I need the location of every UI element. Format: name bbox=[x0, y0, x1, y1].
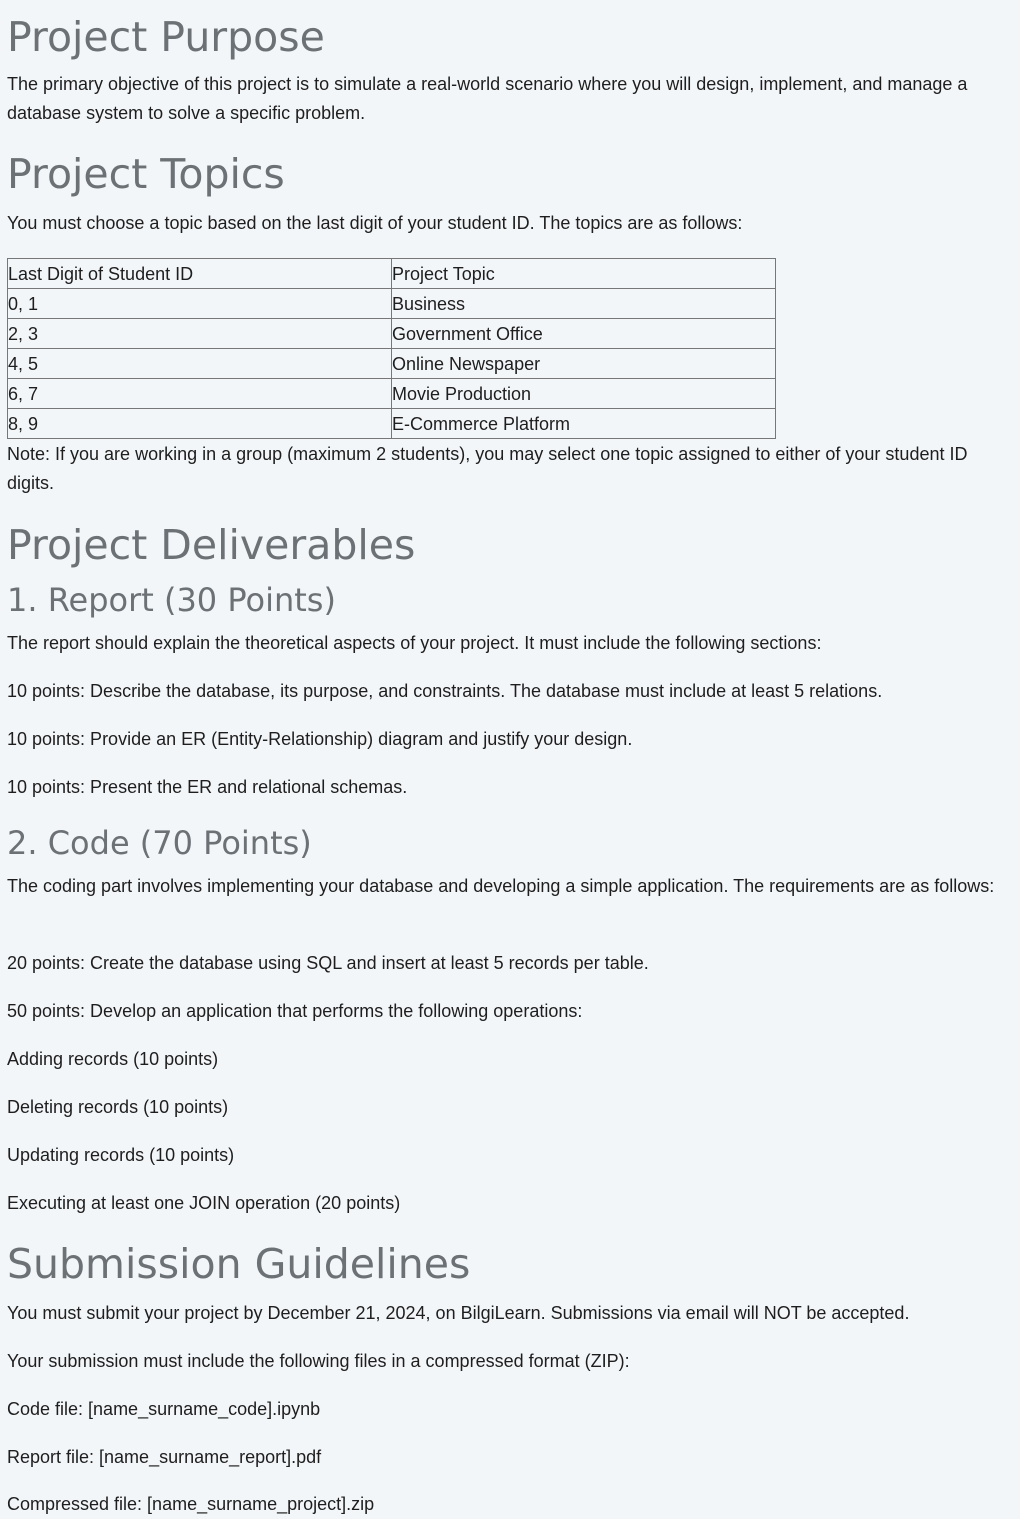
purpose-paragraph: The primary objective of this project is to simulate a real-world scenario where you will design, implement, and manage a database system to solve a specific problem. bbox=[7, 74, 968, 123]
table-cell-digits: 0, 1 bbox=[8, 289, 392, 319]
table-cell-digits: 2, 3 bbox=[8, 319, 392, 349]
table-row bbox=[8, 409, 776, 439]
report-requirement-item: 10 points: Describe the database, its purpose, and constraints. The database must include at least 5 relations. bbox=[7, 681, 883, 701]
section-title-submission: Submission Guidelines bbox=[7, 1240, 471, 1288]
table-row bbox=[8, 379, 776, 409]
report-requirement-item: 10 points: Present the ER and relational schemas. bbox=[7, 777, 408, 797]
table-header-cell: Last Digit of Student ID bbox=[8, 259, 392, 289]
subsection-title-code: 2. Code (70 Points) bbox=[7, 824, 312, 862]
table-cell-topic: Business bbox=[392, 289, 776, 319]
subsection-title-report: 1. Report (30 Points) bbox=[7, 581, 336, 619]
code-intro-paragraph: The coding part involves implementing your database and developing a simple application. The requirements are as follows: bbox=[7, 876, 995, 896]
code-operation-item: Updating records (10 points) bbox=[7, 1145, 235, 1165]
topics-note-paragraph: Note: If you are working in a group (maximum 2 students), you may select one topic assigned to either of your student ID digits. bbox=[7, 444, 968, 493]
table-header-cell: Project Topic bbox=[392, 259, 776, 289]
code-requirement-item: 20 points: Create the database using SQL and insert at least 5 records per table. bbox=[7, 953, 649, 973]
code-operation-item: Executing at least one JOIN operation (20 points) bbox=[7, 1193, 401, 1213]
report-intro-paragraph: The report should explain the theoretical aspects of your project. It must include the following sections: bbox=[7, 633, 822, 653]
table-header-row bbox=[8, 259, 776, 289]
section-title-topics: Project Topics bbox=[7, 150, 285, 198]
table-cell-topic: Online Newspaper bbox=[392, 349, 776, 379]
table-cell-topic: Government Office bbox=[392, 319, 776, 349]
submission-format-paragraph: Your submission must include the following files in a compressed format (ZIP): bbox=[7, 1351, 630, 1371]
report-requirement-item: 10 points: Provide an ER (Entity-Relationship) diagram and justify your design. bbox=[7, 729, 633, 749]
topics-table bbox=[7, 258, 776, 439]
section-title-purpose: Project Purpose bbox=[7, 13, 325, 61]
submission-file-item: Report file: [name_surname_report].pdf bbox=[7, 1447, 322, 1467]
table-cell-topic: E-Commerce Platform bbox=[392, 409, 776, 439]
code-operation-item: Adding records (10 points) bbox=[7, 1049, 219, 1069]
submission-file-item: Compressed file: [name_surname_project].zip bbox=[7, 1494, 375, 1514]
code-operation-item: Deleting records (10 points) bbox=[7, 1097, 229, 1117]
code-requirement-item: 50 points: Develop an application that performs the following operations: bbox=[7, 1001, 583, 1021]
table-row bbox=[8, 289, 776, 319]
section-title-deliverables: Project Deliverables bbox=[7, 521, 416, 569]
submission-deadline-paragraph: You must submit your project by December 21, 2024, on BilgiLearn. Submissions via email will NOT be accepted. bbox=[7, 1303, 910, 1323]
table-cell-digits: 4, 5 bbox=[8, 349, 392, 379]
table-cell-digits: 8, 9 bbox=[8, 409, 392, 439]
table-row bbox=[8, 349, 776, 379]
submission-file-item: Code file: [name_surname_code].ipynb bbox=[7, 1399, 321, 1419]
table-cell-topic: Movie Production bbox=[392, 379, 776, 409]
topics-intro-paragraph: You must choose a topic based on the last digit of your student ID. The topics are as follows: bbox=[7, 213, 743, 233]
table-row bbox=[8, 319, 776, 349]
table-cell-digits: 6, 7 bbox=[8, 379, 392, 409]
